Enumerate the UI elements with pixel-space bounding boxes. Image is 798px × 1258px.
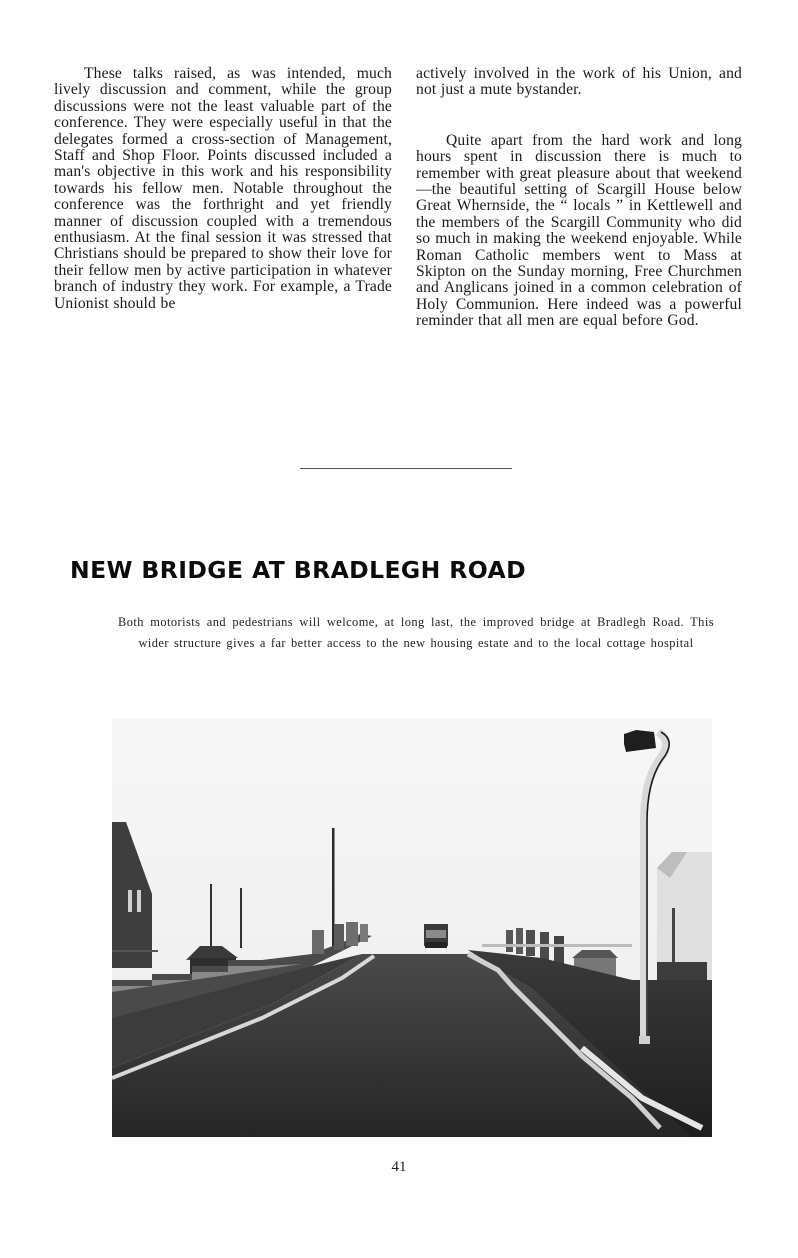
feature-headline: NEW BRIDGE AT BRADLEGH ROAD (70, 556, 526, 584)
paragraph: These talks raised, as was intended, much lively discussion and comment, while the group discussions were not the least valuable part of the conference. They were especially useful in that the delegates formed a cross-section of Management, Staff and Shop Floor. Points discussed included a man's objective in this work and his responsibility towards his fellow men. Notable throughout the conference was the forthright and yet friendly manner of discussion coupled with a tremendous enthusiasm. At the final session it was stressed that Christians should be prepared to show their love for their fellow men by active participation in whatever branch of industry they work. For example, a Trade Unionist should be (54, 65, 392, 312)
paragraph: actively involved in the work of his Union, and not just a mute bystander. (416, 65, 742, 99)
section-divider (300, 468, 512, 469)
paragraph: Quite apart from the hard work and long hours spent in discussion there is much to remember with great pleasure about that weekend—the beautiful setting of Scargill House below Great Whernside, the “ locals ” in Kettlewell and the members of the Scargill Community who did so much in making the weekend enjoyable. While Roman Catholic members went to Mass at Skipton on the Sunday morning, Free Churchmen and Anglicans joined in a common celebration of Holy Communion. Here indeed was a powerful reminder that all men are equal before God. (416, 131, 742, 330)
photo-caption: Both motorists and pedestrians will welcome, at long last, the improved bridge at Bradlegh Road. This wider structure gives a far better access to the new housing estate and to the local cottage hospital (118, 615, 714, 650)
left-text-column (54, 66, 392, 312)
right-text-column (416, 66, 742, 330)
page-number: 41 (391, 1159, 407, 1175)
bridge-photograph (112, 718, 712, 1137)
